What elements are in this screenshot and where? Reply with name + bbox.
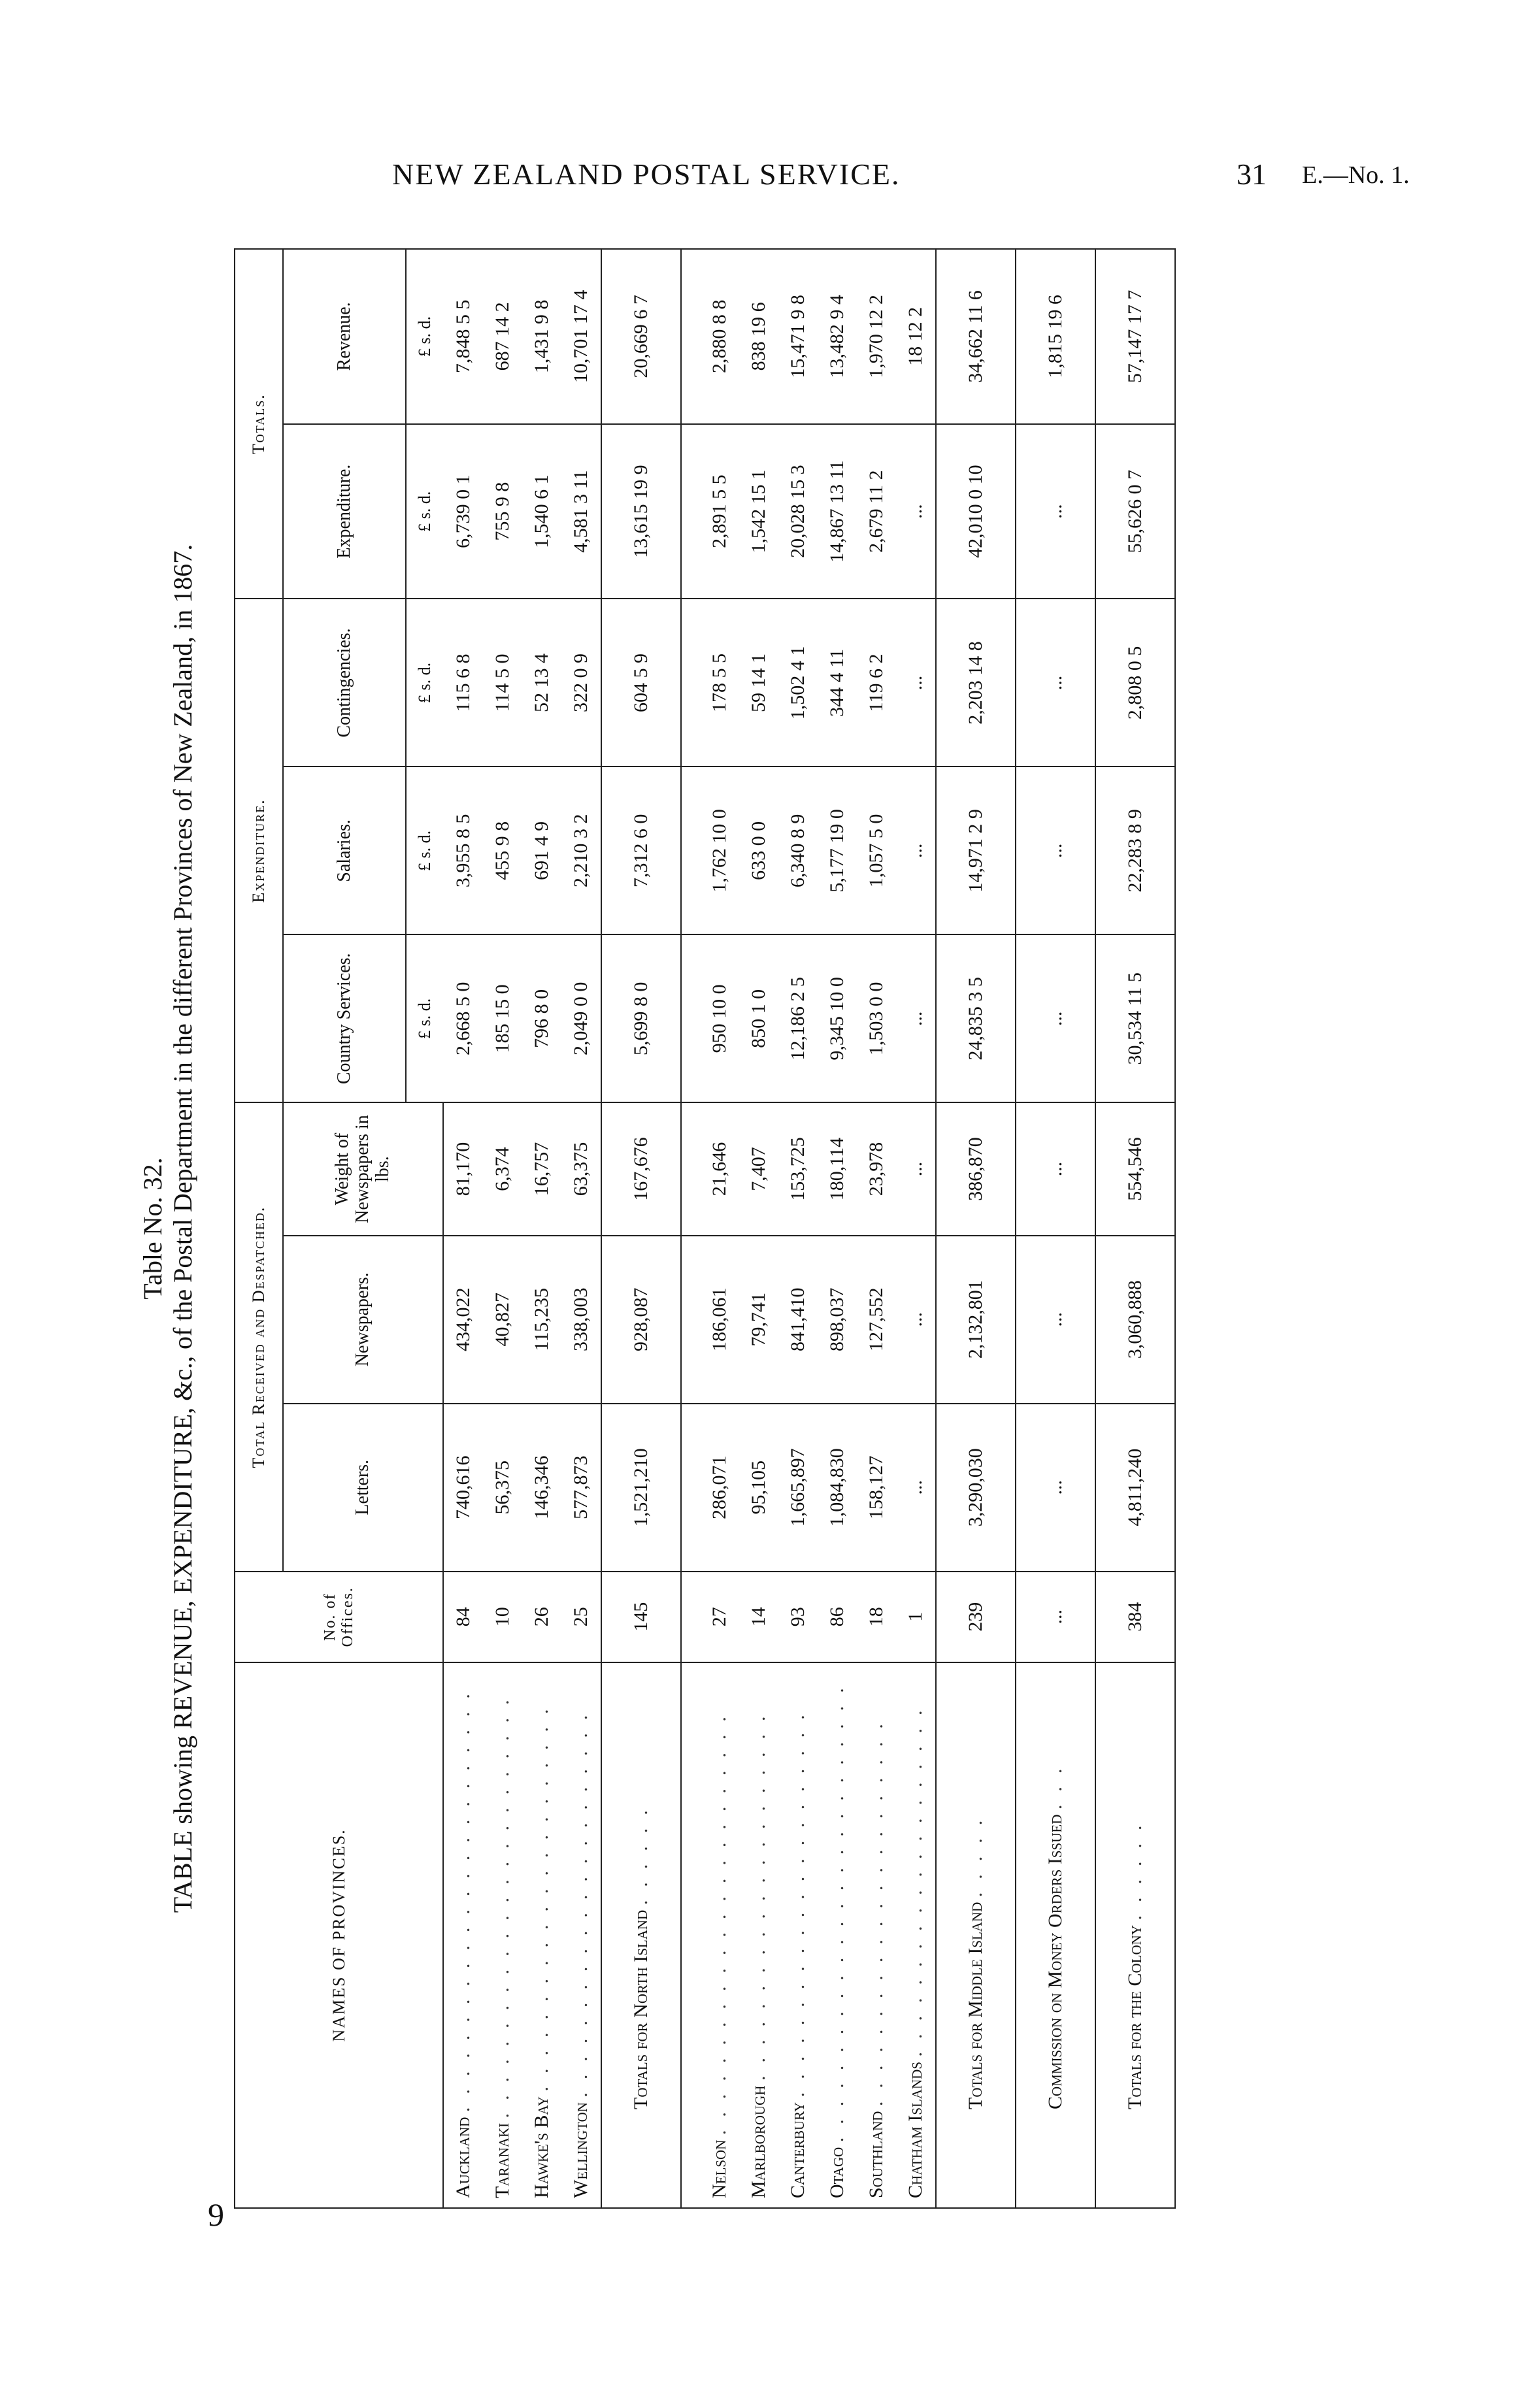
cell-salaries: 633 0 0 <box>739 767 778 934</box>
cell-country: 185 15 0 <box>483 934 522 1102</box>
cell-salaries: 1,057 5 0 <box>857 767 896 934</box>
cell-expenditure: 1,542 15 1 <box>739 424 778 599</box>
cell-weight: 63,375 <box>561 1102 601 1235</box>
cell-contingencies: 322 0 9 <box>561 599 601 767</box>
province-name: Marlborough ..................... <box>748 1703 769 2198</box>
cell-weight: ... <box>1016 1102 1095 1235</box>
cell-newspapers: 338,003 <box>561 1236 601 1404</box>
cell-letters: 740,616 <box>443 1404 483 1572</box>
cell-contingencies: 119 6 2 <box>857 599 896 767</box>
units-revenue: £ s. d. <box>406 249 443 424</box>
totals-name: Totals for Middle Island ..... <box>936 1662 1016 2208</box>
units-contingencies: £ s. d. <box>406 599 443 767</box>
cell-offices: 26 <box>522 1572 561 1662</box>
province-name: Southland ...................... <box>865 1711 887 2198</box>
cell-newspapers: 115,235 <box>522 1236 561 1404</box>
cell-salaries: 1,762 10 0 <box>700 767 739 934</box>
cell-revenue: 15,471 9 8 <box>778 249 818 424</box>
table-row-total <box>601 249 681 2208</box>
grand-total-name: Totals for the Colony ...... <box>1095 1662 1175 2208</box>
cell-revenue: 13,482 9 4 <box>818 249 857 424</box>
col-revenue: Revenue. <box>283 249 406 424</box>
cell-newspapers: 3,060,888 <box>1095 1236 1175 1404</box>
province-name: Chatham Islands .................... <box>905 1697 926 2198</box>
cell-newspapers: ... <box>1016 1236 1095 1404</box>
cell-offices: 239 <box>936 1572 1016 1662</box>
cell-newspapers: 928,087 <box>601 1236 681 1404</box>
cell-contingencies: 2,808 0 5 <box>1095 599 1175 767</box>
cell-offices: 384 <box>1095 1572 1175 1662</box>
page-header <box>0 157 1513 209</box>
cell-revenue: 20,669 6 7 <box>601 249 681 424</box>
cell-country: 950 10 0 <box>700 934 739 1102</box>
cell-offices: 93 <box>778 1572 818 1662</box>
cell-contingencies: 52 13 4 <box>522 599 561 767</box>
cell-country: 30,534 11 5 <box>1095 934 1175 1102</box>
cell-weight: 153,725 <box>778 1102 818 1235</box>
cell-letters: 286,071 <box>700 1404 739 1572</box>
cell-country: ... <box>896 934 936 1102</box>
col-newspapers: Newspapers. <box>283 1236 443 1404</box>
province-name: Hawke's Bay ...................... <box>531 1696 552 2198</box>
group-totals: Totals. <box>235 249 283 599</box>
cell-expenditure: 20,028 15 3 <box>778 424 818 599</box>
units-country: £ s. d. <box>406 934 443 1102</box>
cell-newspapers: ... <box>896 1236 936 1404</box>
cell-letters: 158,127 <box>857 1404 896 1572</box>
cell-salaries: 2,210 3 2 <box>561 767 601 934</box>
table-row-total <box>936 249 1016 2208</box>
table-row <box>522 249 561 2208</box>
cell-salaries: ... <box>896 767 936 934</box>
cell-expenditure: ... <box>896 424 936 599</box>
cell-contingencies: 2,203 14 8 <box>936 599 1016 767</box>
cell-offices: 145 <box>601 1572 681 1662</box>
cell-weight: 7,407 <box>739 1102 778 1235</box>
col-weight: Weight of Newspapers in lbs. <box>283 1102 443 1235</box>
cell-contingencies: 114 5 0 <box>483 599 522 767</box>
cell-revenue: 10,701 17 4 <box>561 249 601 424</box>
cell-contingencies: ... <box>896 599 936 767</box>
cell-revenue: 18 12 2 <box>896 249 936 424</box>
table-number: Table No. 32. <box>138 1157 167 1300</box>
cell-offices: 18 <box>857 1572 896 1662</box>
cell-offices: ... <box>1016 1572 1095 1662</box>
table-row <box>483 249 522 2208</box>
cell-letters: 146,346 <box>522 1404 561 1572</box>
cell-salaries: 455 9 8 <box>483 767 522 934</box>
cell-letters: 56,375 <box>483 1404 522 1572</box>
cell-country: 796 8 0 <box>522 934 561 1102</box>
cell-newspapers: 898,037 <box>818 1236 857 1404</box>
cell-country: 1,503 0 0 <box>857 934 896 1102</box>
table-row-grand-total <box>1095 249 1175 2208</box>
cell-country: 850 1 0 <box>739 934 778 1102</box>
cell-revenue: 1,815 19 6 <box>1016 249 1095 424</box>
col-letters: Letters. <box>283 1404 443 1572</box>
col-names: NAMES OF PROVINCES. <box>235 1662 443 2208</box>
cell-newspapers: 434,022 <box>443 1236 483 1404</box>
table-row <box>561 249 601 2208</box>
cell-expenditure: 6,739 0 1 <box>443 424 483 599</box>
cell-expenditure: 2,679 11 2 <box>857 424 896 599</box>
cell-offices: 25 <box>561 1572 601 1662</box>
cell-salaries: 691 4 9 <box>522 767 561 934</box>
side-number: 9 <box>208 2196 224 2233</box>
table-title: TABLE showing REVENUE, EXPENDITURE, &c., of the Postal Department in the different Provinces of New Zealand, in 1867. <box>168 544 197 1913</box>
cell-weight: 180,114 <box>818 1102 857 1235</box>
cell-contingencies: 1,502 4 1 <box>778 599 818 767</box>
cell-letters: 1,665,897 <box>778 1404 818 1572</box>
cell-contingencies: 59 14 1 <box>739 599 778 767</box>
cell-country: 9,345 10 0 <box>818 934 857 1102</box>
cell-newspapers: 841,410 <box>778 1236 818 1404</box>
cell-country: 12,186 2 5 <box>778 934 818 1102</box>
cell-expenditure: ... <box>1016 424 1095 599</box>
cell-letters: ... <box>896 1404 936 1572</box>
totals-name: Totals for North Island ...... <box>601 1662 681 2208</box>
cell-contingencies: 115 6 8 <box>443 599 483 767</box>
table-row <box>896 249 936 2208</box>
cell-newspapers: 79,741 <box>739 1236 778 1404</box>
group-expenditure: Expenditure. <box>235 599 283 1102</box>
commission-name: Commission on Money Orders Issued ... <box>1016 1662 1095 2208</box>
table-row <box>778 249 818 2208</box>
cell-revenue: 1,431 9 8 <box>522 249 561 424</box>
col-contingencies: Contingencies. <box>283 599 406 767</box>
cell-letters: ... <box>1016 1404 1095 1572</box>
cell-expenditure: 13,615 19 9 <box>601 424 681 599</box>
cell-letters: 95,105 <box>739 1404 778 1572</box>
col-expenditure-total: Expenditure. <box>283 424 406 599</box>
cell-letters: 1,521,210 <box>601 1404 681 1572</box>
cell-weight: ... <box>896 1102 936 1235</box>
cell-weight: 386,870 <box>936 1102 1016 1235</box>
cell-salaries: 3,955 8 5 <box>443 767 483 934</box>
cell-country: ... <box>1016 934 1095 1102</box>
units-salaries: £ s. d. <box>406 767 443 934</box>
cell-expenditure: 4,581 3 11 <box>561 424 601 599</box>
cell-revenue: 2,880 8 8 <box>700 249 739 424</box>
cell-revenue: 7,848 5 5 <box>443 249 483 424</box>
table-row-commission <box>1016 249 1095 2208</box>
cell-revenue: 838 19 6 <box>739 249 778 424</box>
cell-letters: 3,290,030 <box>936 1404 1016 1572</box>
cell-country: 2,668 5 0 <box>443 934 483 1102</box>
cell-expenditure: 755 9 8 <box>483 424 522 599</box>
table-row <box>700 249 739 2208</box>
cell-weight: 16,757 <box>522 1102 561 1235</box>
cell-newspapers: 2,132,801 <box>936 1236 1016 1404</box>
cell-weight: 554,546 <box>1095 1102 1175 1235</box>
cell-salaries: 22,283 8 9 <box>1095 767 1175 934</box>
cell-contingencies: 604 5 9 <box>601 599 681 767</box>
cell-expenditure: 14,867 13 11 <box>818 424 857 599</box>
cell-weight: 21,646 <box>700 1102 739 1235</box>
cell-letters: 577,873 <box>561 1404 601 1572</box>
cell-weight: 81,170 <box>443 1102 483 1235</box>
cell-country: 24,835 3 5 <box>936 934 1016 1102</box>
col-country-services: Country Services. <box>283 934 406 1102</box>
cell-expenditure: 1,540 6 1 <box>522 424 561 599</box>
cell-salaries: 14,971 2 9 <box>936 767 1016 934</box>
cell-newspapers: 186,061 <box>700 1236 739 1404</box>
cell-weight: 167,676 <box>601 1102 681 1235</box>
cell-revenue: 57,147 17 7 <box>1095 249 1175 424</box>
page-number: 31 <box>1237 157 1267 191</box>
cell-country: 5,699 8 0 <box>601 934 681 1102</box>
group-total-received: Total Received and Despatched. <box>235 1102 283 1571</box>
page-title: NEW ZEALAND POSTAL SERVICE. <box>392 157 901 191</box>
province-name: Taranaki ........................ <box>491 1687 513 2198</box>
cell-weight: 6,374 <box>483 1102 522 1235</box>
province-name: Canterbury ...................... <box>787 1702 808 2198</box>
cell-salaries: 6,340 8 9 <box>778 767 818 934</box>
province-name: Otago .......................... <box>826 1675 848 2198</box>
cell-revenue: 687 14 2 <box>483 249 522 424</box>
cell-offices: 1 <box>896 1572 936 1662</box>
units-expenditure: £ s. d. <box>406 424 443 599</box>
postal-table <box>234 248 1176 2209</box>
cell-newspapers: 40,827 <box>483 1236 522 1404</box>
cell-newspapers: 127,552 <box>857 1236 896 1404</box>
province-name: Wellington ...................... <box>570 1702 591 2198</box>
table-row <box>818 249 857 2208</box>
cell-contingencies: 178 5 5 <box>700 599 739 767</box>
cell-offices: 86 <box>818 1572 857 1662</box>
rotated-table-block <box>137 248 1183 2209</box>
cell-offices: 84 <box>443 1572 483 1662</box>
province-name: Nelson ........................ <box>708 1704 730 2198</box>
cell-revenue: 34,662 11 6 <box>936 249 1016 424</box>
cell-weight: 23,978 <box>857 1102 896 1235</box>
cell-expenditure: 42,010 0 10 <box>936 424 1016 599</box>
cell-expenditure: 55,626 0 7 <box>1095 424 1175 599</box>
province-name: Auckland ........................ <box>452 1681 474 2198</box>
cell-offices: 10 <box>483 1572 522 1662</box>
cell-offices: 27 <box>700 1572 739 1662</box>
cell-letters: 4,811,240 <box>1095 1404 1175 1572</box>
col-salaries: Salaries. <box>283 767 406 934</box>
table-row <box>443 249 483 2208</box>
cell-salaries: ... <box>1016 767 1095 934</box>
table-row <box>739 249 778 2208</box>
cell-salaries: 7,312 6 0 <box>601 767 681 934</box>
cell-contingencies: ... <box>1016 599 1095 767</box>
document-reference: E.—No. 1. <box>1302 161 1410 189</box>
cell-country: 2,049 0 0 <box>561 934 601 1102</box>
cell-letters: 1,084,830 <box>818 1404 857 1572</box>
cell-revenue: 1,970 12 2 <box>857 249 896 424</box>
col-offices: No. of Offices. <box>235 1572 443 1662</box>
table-row <box>857 249 896 2208</box>
table-spacer <box>681 249 700 2208</box>
cell-salaries: 5,177 19 0 <box>818 767 857 934</box>
cell-contingencies: 344 4 11 <box>818 599 857 767</box>
cell-expenditure: 2,891 5 5 <box>700 424 739 599</box>
cell-offices: 14 <box>739 1572 778 1662</box>
